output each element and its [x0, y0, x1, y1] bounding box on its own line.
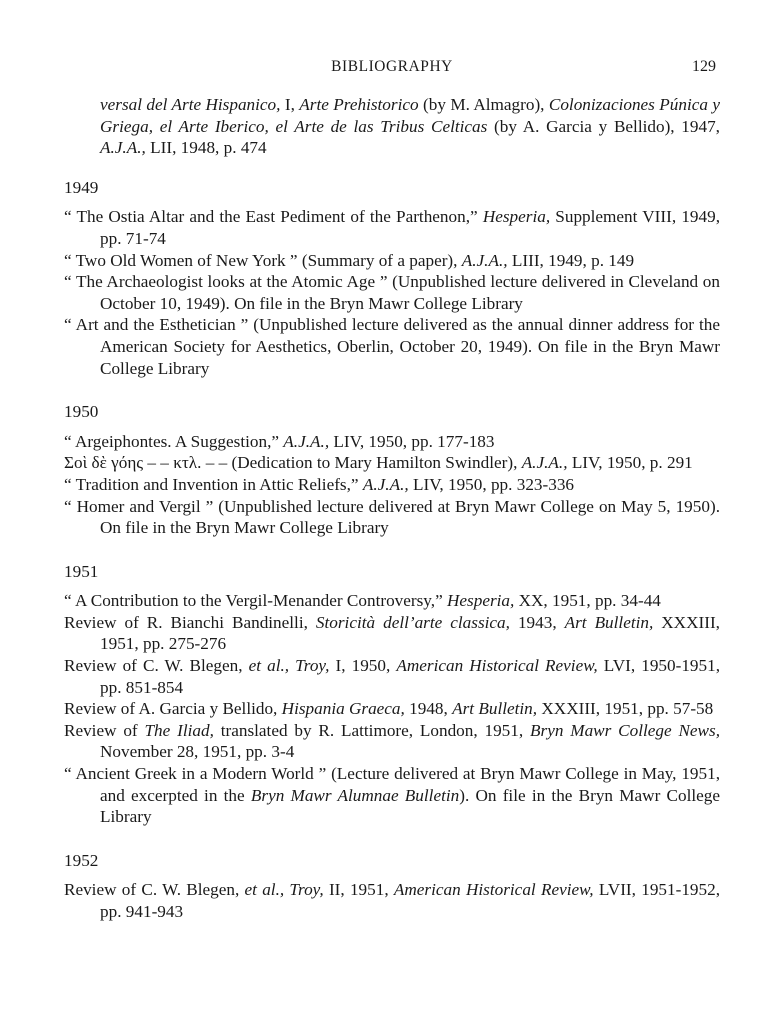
text-run: LVII, 1951-1952, pp. 941-943 — [100, 880, 720, 921]
text-run: XXXIII, 1951, pp. 57-58 — [537, 699, 714, 719]
italic-run: A.J.A., — [283, 431, 330, 451]
text-run: Supplement VIII, 1949, pp. 71-74 — [100, 207, 720, 248]
text-run: Review of — [64, 720, 145, 740]
text-run: LII, 1948, p. 474 — [145, 138, 267, 158]
text-run: (by M. Almagro), — [418, 95, 549, 114]
text-run: I, 1950, — [329, 656, 397, 676]
text-run: “ The Ostia Altar and the East Pediment of the Parthenon,” — [64, 207, 483, 227]
italic-run: A.J.A., — [461, 250, 508, 270]
text-run: “ Art and the Esthetician ” (Unpublished lecture delivered as the annual dinner address for the American Society for Aesthetics, Oberlin, October 20, 1949). On file in the Bryn Mawr College Library — [64, 315, 720, 378]
bibliography-entry — [64, 250, 720, 272]
year-heading: 1951 — [64, 561, 99, 581]
bibliography-entry — [64, 431, 720, 453]
continued-entry — [64, 94, 720, 159]
text-run: “ Tradition and Invention in Attic Reliefs,” — [64, 474, 363, 494]
italic-run: A.J.A., — [521, 453, 568, 473]
italic-run: A.J.A., — [100, 138, 146, 158]
bibliography-entry — [64, 720, 720, 763]
text-run: 1943, — [509, 612, 565, 632]
text-run: “ A Contribution to the Vergil-Menander Controversy,” — [64, 591, 447, 611]
year-heading: 1952 — [64, 850, 99, 870]
text-run: LIII, 1949, p. 149 — [507, 250, 635, 270]
italic-run: versal del Arte Hispanico, — [100, 95, 281, 114]
italic-run: Bryn Mawr College News, — [530, 720, 721, 740]
text-run: Review of C. W. Blegen, — [64, 656, 249, 676]
text-run: 1948, — [404, 699, 453, 719]
italic-run: The Iliad, — [144, 720, 214, 740]
bibliography-entry — [64, 612, 720, 655]
text-run: Review of A. Garcia y Bellido, — [64, 699, 282, 719]
text-run: Review of R. Bianchi Bandinelli, — [64, 612, 316, 632]
text-run: XX, 1951, pp. 34-44 — [514, 591, 661, 611]
italic-run: Bryn Mawr Alumnae Bulletin — [250, 785, 460, 805]
text-run: translated by R. Lattimore, London, 1951, — [213, 720, 531, 740]
text-run: “ Homer and Vergil ” (Unpublished lecture delivered at Bryn Mawr College on May 5, 1950). On file in the Bryn Mawr College Library — [64, 496, 720, 538]
italic-run: et al., Troy, — [248, 656, 330, 676]
text-run: II, 1951, — [323, 880, 394, 900]
text-run: “ Two Old Women of New York ” (Summary of a paper), — [64, 250, 462, 270]
italic-run: Hesperia, — [482, 207, 551, 227]
bibliography-sections — [64, 177, 720, 923]
italic-run: Hesperia, — [447, 591, 515, 611]
italic-run: et al., Troy, — [244, 880, 324, 900]
text-run: “ The Archaeologist looks at the Atomic Age ” (Unpublished lecture delivered in Cleveland on October 10, 1949). On file in the Bryn Mawr College Library — [64, 272, 720, 313]
text-run: ). On file in the Bryn Mawr College Library — [100, 785, 720, 827]
bibliography-entry — [64, 474, 720, 496]
italic-run: Hispania Graeca, — [281, 699, 405, 719]
bibliography-entry — [64, 655, 720, 698]
italic-run: Art Bulletin, — [452, 699, 538, 719]
italic-run: Colonizaciones Púnica y Griega, el Arte Iberico, el Arte de las Tribus Celticas — [100, 95, 720, 136]
bibliography-entry — [64, 314, 720, 379]
text-run: LIV, 1950, p. 291 — [567, 453, 693, 473]
italic-run: Art Bulletin, — [564, 612, 654, 632]
text-run: Review of C. W. Blegen, — [64, 880, 245, 900]
bibliography-entry — [64, 879, 720, 922]
text-run: LIV, 1950, pp. 323-336 — [408, 474, 575, 494]
running-head-title: BIBLIOGRAPHY — [331, 58, 453, 75]
italic-run: American Historical Review, — [393, 880, 594, 900]
page-number: 129 — [692, 58, 716, 75]
italic-run: A.J.A., — [362, 474, 409, 494]
bibliography-page — [64, 56, 720, 923]
year-heading: 1950 — [64, 402, 99, 422]
bibliography-entry — [64, 206, 720, 249]
text-run: “ Ancient Greek in a Modern World ” (Lecture delivered at Bryn Mawr College in May, 1951, and excerpted in the — [64, 764, 720, 805]
text-run: LIV, 1950, pp. 177-183 — [329, 431, 495, 451]
italic-run: Storicità dell’arte classica, — [315, 612, 510, 632]
text-run: November 28, 1951, pp. 3-4 — [100, 742, 295, 762]
bibliography-entry — [64, 698, 720, 720]
text-run: Σοὶ δὲ γόης – – κτλ. – – (Dedication to Mary Hamilton Swindler), — [64, 453, 522, 473]
text-run: LVI, 1950-1951, pp. 851-854 — [100, 656, 720, 697]
text-run: (by A. Garcia y Bellido), 1947, — [487, 116, 720, 136]
text-run: “ Argeiphontes. A Suggestion,” — [64, 431, 284, 451]
italic-run: American Historical Review, — [396, 656, 598, 676]
running-head — [64, 56, 720, 80]
text-run: XXXIII, 1951, pp. 275-276 — [100, 612, 720, 654]
bibliography-entry — [64, 590, 720, 612]
year-heading: 1949 — [64, 177, 99, 197]
bibliography-entry — [64, 452, 720, 474]
bibliography-entry — [64, 271, 720, 314]
bibliography-entry — [64, 496, 720, 539]
text-run: I, — [280, 95, 300, 114]
italic-run: Arte Prehistorico — [299, 95, 419, 114]
bibliography-entry — [64, 763, 720, 828]
